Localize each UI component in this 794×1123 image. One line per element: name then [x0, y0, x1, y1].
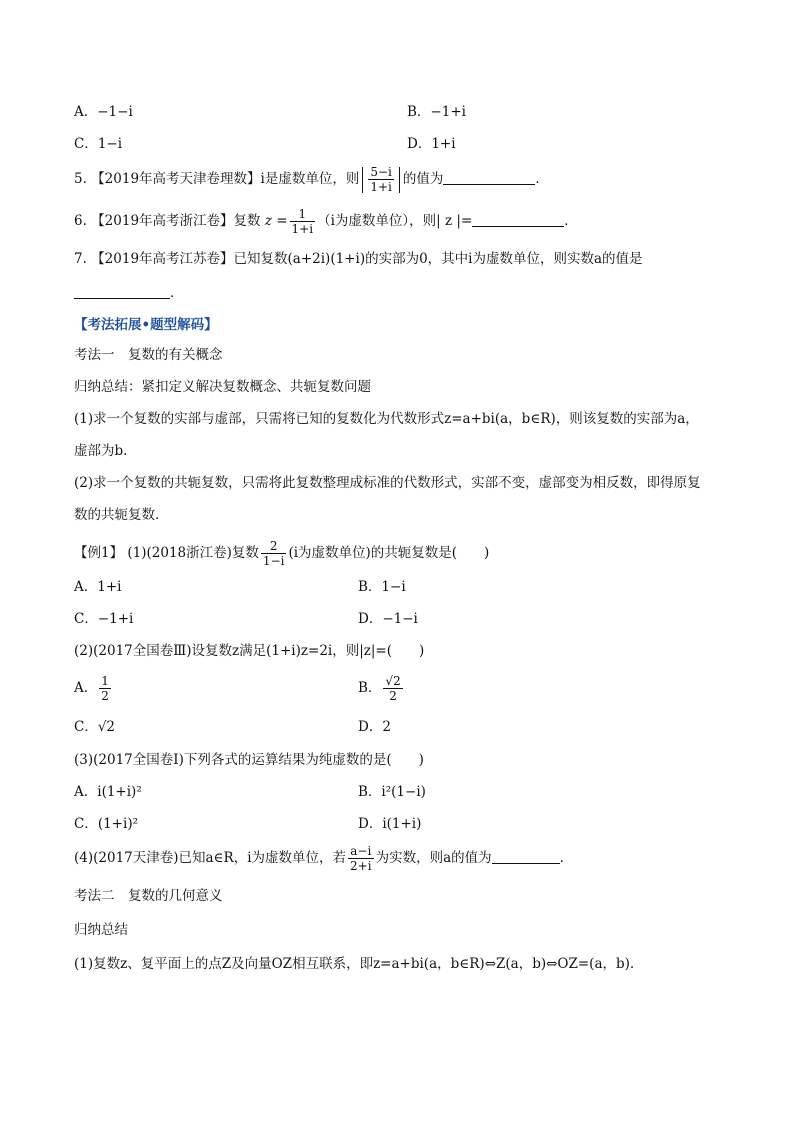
ex1-p4-fraction — [348, 844, 374, 873]
ex1-p3-option-c: C．(1+i)² — [74, 816, 138, 832]
question-5: 5. 【2019年高考天津卷理数】i是虚数单位，则 $\frac{5-i}{1+i}$ 的值为 ． — [74, 165, 549, 194]
ex1-p1-fraction — [261, 539, 287, 568]
ex1-p2-b-den: 2 — [389, 689, 397, 703]
method2-title: 考法二 复数的几何意义 — [74, 888, 223, 904]
ex1-p1-option-d: D．−1−i — [358, 611, 418, 627]
q4-option-c: C．1−i — [74, 136, 123, 152]
abs-bar-left — [362, 167, 363, 193]
example1-part2: (2)(2017全国卷Ⅲ)设复数z满足(1+i)z=2i，则|z|=( ) — [74, 643, 425, 659]
ex1-p3-option-a: A．i(1+i)² — [74, 784, 142, 800]
ex1-p2-option-b — [358, 670, 405, 706]
q6-abs: | z |= — [436, 213, 473, 229]
ex1-p2-option-d: D．2 — [358, 719, 391, 735]
ex1-p1-option-a: A．1+i — [74, 579, 122, 595]
example1-part1 — [74, 535, 489, 571]
ex1-p1-option-c: C．−1+i — [74, 611, 134, 627]
ex1-p2-a-fraction — [99, 674, 111, 703]
q6-prefix: 6. 【2019年高考浙江卷】复数 — [74, 213, 261, 229]
section-title: 【考法拓展•题型解码】 — [74, 317, 218, 333]
ex1-p1-numerator: 2 — [261, 539, 287, 554]
q6-answer-blank[interactable] — [472, 212, 564, 227]
q5-numerator: 5−i — [370, 165, 392, 179]
point2-line2: 数的共轭复数． — [74, 507, 169, 523]
ex1-p1-option-b: B．1−i — [358, 579, 406, 595]
abs-bar-right — [399, 167, 400, 193]
q7-answer-line: ． — [74, 284, 184, 302]
method1-title: 考法一 复数的有关概念 — [74, 347, 223, 363]
q4-option-d: D．1+i — [407, 136, 456, 152]
ex1-p2-option-a — [74, 670, 113, 706]
question-7: 7. 【2019年高考江苏卷】已知复数(a+2i)(1+i)的实部为0，其中i为虚数单位，则实数a的值是 — [74, 251, 643, 267]
question-6: 6. 【2019年高考浙江卷】复数 z = $\frac{1}{1+i}$ （i为虚数单位），则| z |= ． — [74, 207, 578, 236]
q5-denominator: 1+i — [370, 180, 392, 194]
ex1-p3-option-d: D．i(1+i) — [358, 816, 422, 832]
ex1-p4-prefix: (4)(2017天津卷)已知a∈R，i为虚数单位，若 — [74, 850, 347, 866]
q5-fraction — [368, 165, 394, 194]
q4-option-b: B．−1+i — [407, 104, 466, 120]
q5-suffix: 的值为 — [402, 171, 444, 187]
ex1-p2-option-c: C．√2 — [74, 719, 116, 735]
ex1-p4-suffix: 为实数，则a的值为 — [375, 850, 492, 866]
ex1-p3-option-b: B．i²(1−i) — [358, 784, 426, 800]
example1-part4: (4)(2017天津卷)已知a∈R，i为虚数单位，若 $\frac{a-i}{2+i}$ 为实数，则a的值为 ． — [74, 844, 574, 873]
ex1-p4-answer-blank[interactable] — [492, 849, 560, 864]
method2-summary: 归纳总结 — [74, 922, 128, 938]
q5-prefix: 5. 【2019年高考天津卷理数】i是虚数单位，则 — [74, 171, 360, 187]
q6-numerator: 1 — [290, 207, 316, 222]
example1-part3: (3)(2017全国卷Ⅰ)下列各式的运算结果为纯虚数的是( ) — [74, 752, 424, 768]
ex1-p2-b-num: √2 — [385, 674, 401, 688]
ex1-p2-b-fraction — [383, 674, 402, 703]
q6-mid: （i为虚数单位），则 — [317, 213, 437, 229]
q7-answer-blank[interactable] — [74, 284, 170, 299]
ex1-p4-denominator: 2+i — [350, 859, 372, 873]
ex1-p2-a-label: A． — [74, 680, 98, 696]
q6-z-label: z = — [264, 213, 288, 229]
q6-fraction — [290, 207, 316, 236]
point1-line2: 虚部为b. — [74, 443, 128, 459]
point2-line1: (2)求一个复数的共轭复数，只需将此复数整理成标准的代数形式，实部不变，虚部变为相反数，即得原复 — [74, 475, 701, 491]
method2-point1: (1)复数z、复平面上的点Z及向量OZ相互联系，即z=a+bi(a，b∈R)⇔Z(a，b)⇔OZ=(a，b). — [74, 956, 635, 972]
ex1-p2-b-label: B． — [358, 680, 382, 696]
q6-denominator: 1+i — [291, 222, 314, 236]
q5-answer-blank[interactable] — [443, 170, 535, 185]
point1-line1: (1)求一个复数的实部与虚部，只需将已知的复数化为代数形式z=a+bi(a，b∈R)，则该复数的实部为a， — [74, 411, 699, 427]
ex1-p1-suffix: (i为虚数单位)的共轭复数是( ) — [288, 545, 490, 561]
q4-option-a: A．−1−i — [74, 104, 133, 120]
ex1-p4-numerator: a−i — [348, 844, 374, 859]
ex1-p1-prefix: 【例1】 (1)(2018浙江卷)复数 — [74, 545, 259, 561]
ex1-p1-denominator: 1−i — [262, 554, 285, 568]
summary1: 归纳总结：紧扣定义解决复数概念、共轭复数问题 — [74, 379, 371, 395]
ex1-p2-a-den: 2 — [101, 689, 109, 703]
ex1-p2-a-num: 1 — [101, 674, 109, 688]
